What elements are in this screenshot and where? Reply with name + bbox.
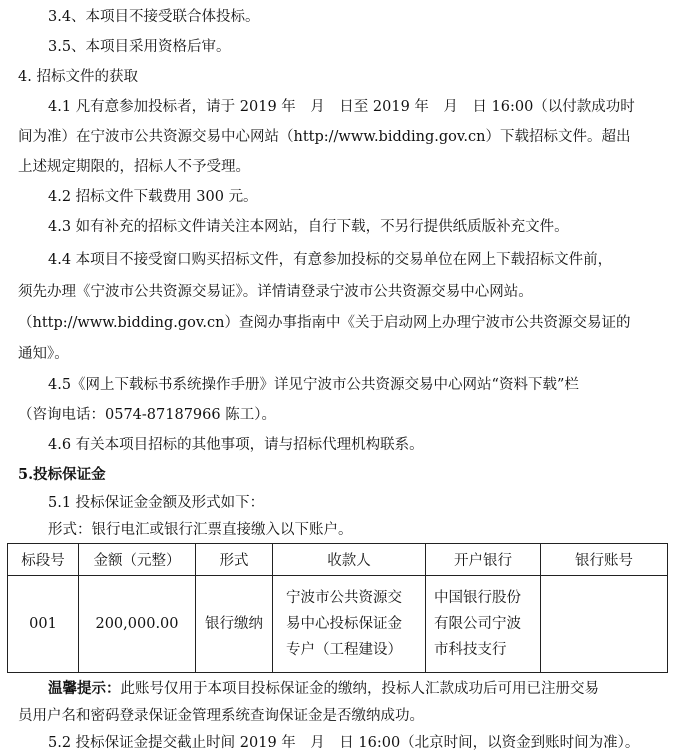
header-account-no: 银行账号 <box>541 544 668 576</box>
header-bank: 开户银行 <box>426 544 541 576</box>
tip-line2: 员用户名和密码登录保证金管理系统查询保证金是否缴纳成功。 <box>18 708 424 724</box>
clause-4-2: 4.2 招标文件下载费用 300 元。 <box>48 189 258 205</box>
header-amount: 金额（元整） <box>79 544 196 576</box>
section-4-heading: 4. 招标文件的获取 <box>18 69 138 85</box>
cell-bank: 中国银行股份有限公司宁波市科技支行 <box>434 590 521 658</box>
header-payee: 收款人 <box>273 544 426 576</box>
cell-bank-wrap <box>426 576 541 673</box>
table-header-row <box>8 544 668 576</box>
section-5-heading: 5.投标保证金 <box>18 466 106 483</box>
clause-5-2: 5.2 投标保证金提交截止时间 2019 年 月 日 16:00（北京时间，以资金到账时间为准）。 <box>48 735 640 751</box>
clause-4-1-line3: 上述规定期限的，招标人不予受理。 <box>18 159 250 175</box>
clause-3-4: 3.4、本项目不接受联合体投标。 <box>48 9 260 25</box>
deposit-form-line: 形式：银行电汇或银行汇票直接缴入以下账户。 <box>48 522 353 538</box>
clause-4-5-line1: 4.5《网上下载标书系统操作手册》详见宁波市公共资源交易中心网站“资料下载”栏 <box>48 377 579 393</box>
cell-payee-wrap <box>273 576 426 673</box>
clause-4-6: 4.6 有关本项目招标的其他事项，请与招标代理机构联系。 <box>48 437 424 453</box>
clause-4-4-line4: 通知》。 <box>18 346 69 362</box>
cell-payee: 宁波市公共资源交易中心投标保证金专户（工程建设） <box>286 590 402 658</box>
clause-4-4-line1: 4.4 本项目不接受窗口购买招标文件，有意参加投标的交易单位在网上下载招标文件前， <box>48 252 613 268</box>
clause-3-5: 3.5、本项目采用资格后审。 <box>48 39 231 55</box>
table-row <box>8 576 668 673</box>
cell-section-no: 001 <box>8 576 79 673</box>
header-section-no: 标段号 <box>8 544 79 576</box>
cell-account-no <box>541 576 668 673</box>
clause-4-4-line3: （http://www.bidding.gov.cn）查阅办事指南中《关于启动网上办理宁波市公共资源交易证的 <box>18 315 631 331</box>
tip-label: 温馨提示： <box>48 680 121 697</box>
cell-method: 银行缴纳 <box>196 576 273 673</box>
cell-amount: 200,000.00 <box>79 576 196 673</box>
tip-line1 <box>48 679 599 699</box>
clause-4-1-line1: 4.1 凡有意参加投标者，请于 2019 年 月 日至 2019 年 月 日 16:00（以付款成功时 <box>48 99 635 115</box>
deposit-account-table <box>7 543 668 673</box>
clause-4-3: 4.3 如有补充的招标文件请关注本网站，自行下载，不另行提供纸质版补充文件。 <box>48 219 569 235</box>
clause-4-4-line2: 须先办理《宁波市公共资源交易证》。详情请登录宁波市公共资源交易中心网站。 <box>18 284 533 300</box>
clause-4-5-line2: （咨询电话：0574-87187966 陈工）。 <box>18 407 276 423</box>
header-method: 形式 <box>196 544 273 576</box>
clause-4-1-line2: 间为准）在宁波市公共资源交易中心网站（http://www.bidding.gov.cn）下载招标文件。超出 <box>18 129 631 145</box>
tip-text: 此账号仅用于本项目投标保证金的缴纳，投标人汇款成功后可用已注册交易 <box>120 681 599 697</box>
clause-5-1: 5.1 投标保证金金额及形式如下： <box>48 495 265 511</box>
